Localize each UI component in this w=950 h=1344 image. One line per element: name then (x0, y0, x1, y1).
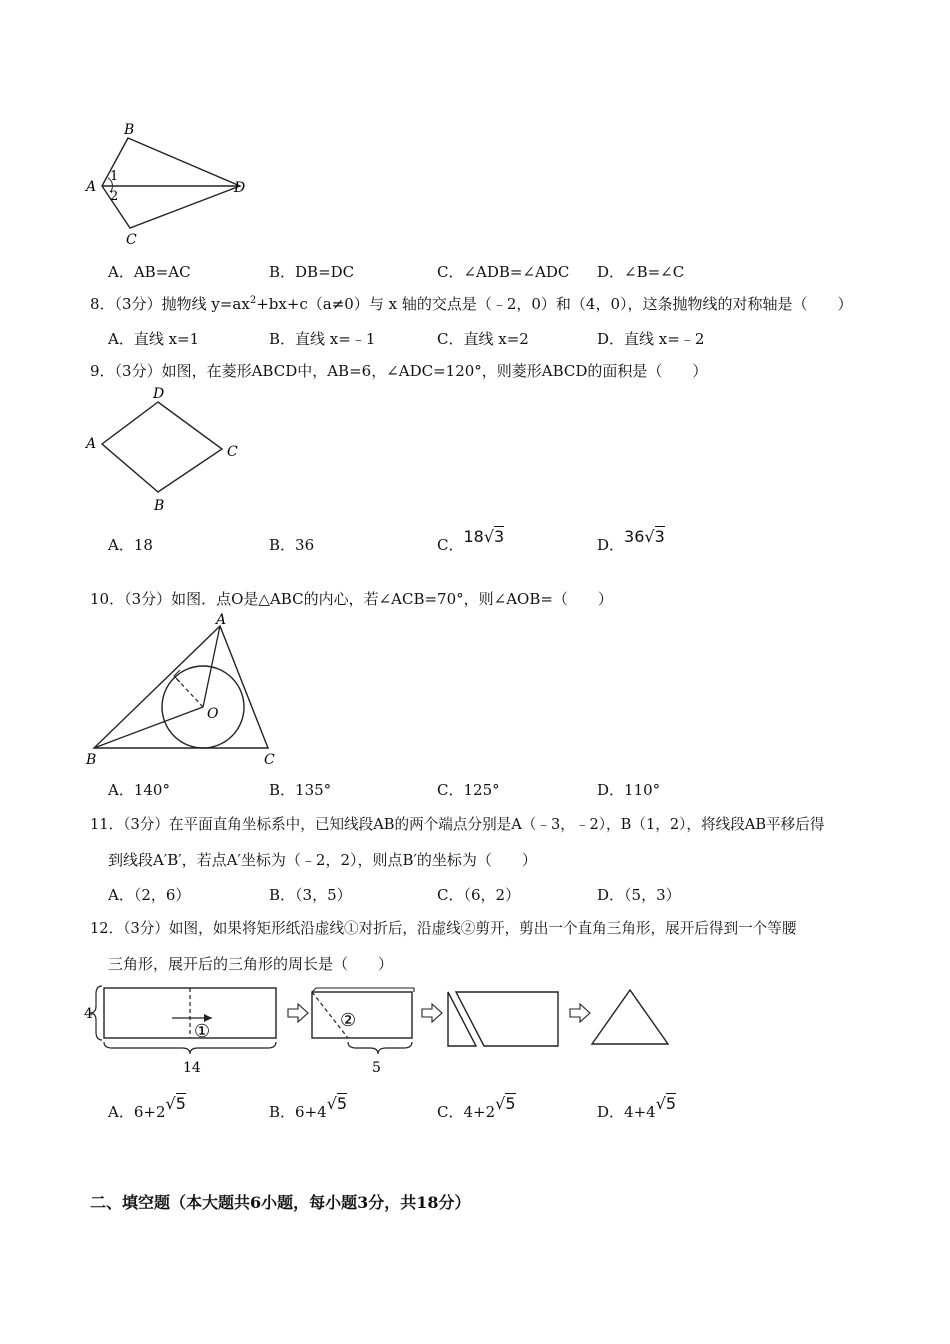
figure-q7-kite (80, 118, 260, 248)
label-A: A (86, 179, 97, 195)
q8-option-c: C．直线 x=2 (437, 330, 529, 348)
q10-option-d: D．110° (597, 781, 661, 799)
q11-stem-line2: 到线段A′B′，若点A′坐标为（﹣2，2），则点B′的坐标为（ ） (108, 851, 537, 869)
q8-stem: 8．（3分）抛物线 $y=ax^2+bx+c(a\ne 0)$与 x 轴的交点是（﹣2，0）和（4，0），这条抛物线的对称轴是（ ） (90, 295, 853, 313)
q12-option-a: A．6+2√5 (108, 1094, 186, 1121)
circ-2: ② (340, 1010, 357, 1031)
q8-option-a: A．直线 x=1 (108, 330, 200, 348)
section-2-heading: 二、填空题（本大题共6小题，每小题3分，共18分） (90, 1193, 471, 1212)
q12-option-d: D．4+4√5 (597, 1094, 677, 1121)
q11-option-d: D．（5，3） (597, 886, 681, 904)
label-B: B (154, 498, 165, 514)
label-A: A (216, 612, 227, 628)
length-label: 14 (183, 1060, 201, 1076)
q9-stem: 9．（3分）如图，在菱形ABCD中，AB=6，∠ADC=120°，则菱形ABCD的面积是（ ） (90, 362, 708, 380)
height-label: 4 (84, 1006, 93, 1022)
figure-q9-rhombus (80, 384, 250, 516)
label-C: C (227, 444, 238, 460)
q8-option-b: B．直线 x=﹣1 (269, 330, 376, 348)
q11-option-a: A．（2，6） (108, 886, 191, 904)
circ-1: ① (194, 1021, 211, 1042)
q7-option-b: B．DB=DC (269, 263, 355, 281)
q9-option-b: B．36 (269, 536, 315, 554)
q11-option-c: C．（6，2） (437, 886, 521, 904)
q10-option-b: B．135° (269, 781, 332, 799)
q7-option-a: A．AB=AC (108, 263, 191, 281)
label-2: 2 (110, 189, 119, 204)
label-B: B (124, 122, 135, 138)
label-C: C (126, 232, 137, 248)
label-D: D (153, 386, 165, 402)
q10-option-a: A．140° (108, 781, 170, 799)
q8-option-d: D．直线 x=﹣2 (597, 330, 705, 348)
q11-stem-line1: 11．（3分）在平面直角坐标系中，已知线段AB的两个端点分别是A（﹣3，﹣2），B（1，2），将线段AB平移后得 (90, 816, 825, 833)
label-1: 1 (110, 169, 119, 184)
label-D: D (234, 180, 246, 196)
label-C: C (264, 752, 275, 768)
q11-option-b: B．（3，5） (269, 886, 352, 904)
q9-option-c: C．18√3 (437, 527, 505, 554)
label-A: A (86, 436, 97, 452)
q10-option-c: C．125° (437, 781, 500, 799)
q7-option-c: C．∠ADB=∠ADC (437, 263, 570, 281)
q12-option-b: B．6+4√5 (269, 1094, 348, 1121)
q10-stem: 10．（3分）如图．点O是△ABC的内心，若∠ACB=70°，则∠AOB=（ ） (90, 590, 613, 608)
q12-option-c: C．4+2√5 (437, 1094, 516, 1121)
q9-option-d: D．36√3 (597, 527, 665, 554)
figure-q12-paper-folding (84, 982, 684, 1082)
part-label: 5 (372, 1060, 381, 1076)
q12-stem-line1: 12．（3分）如图，如果将矩形纸沿虚线①对折后，沿虚线②剪开，剪出一个直角三角形，展开后得到一个等腰 (90, 920, 797, 937)
label-B: B (86, 752, 97, 768)
q9-option-a: A．18 (108, 536, 153, 554)
figure-q10-incircle (80, 612, 290, 772)
q7-option-d: D．∠B=∠C (597, 263, 685, 281)
q12-stem-line2: 三角形，展开后的三角形的周长是（ ） (108, 955, 394, 973)
label-O: O (207, 706, 219, 722)
